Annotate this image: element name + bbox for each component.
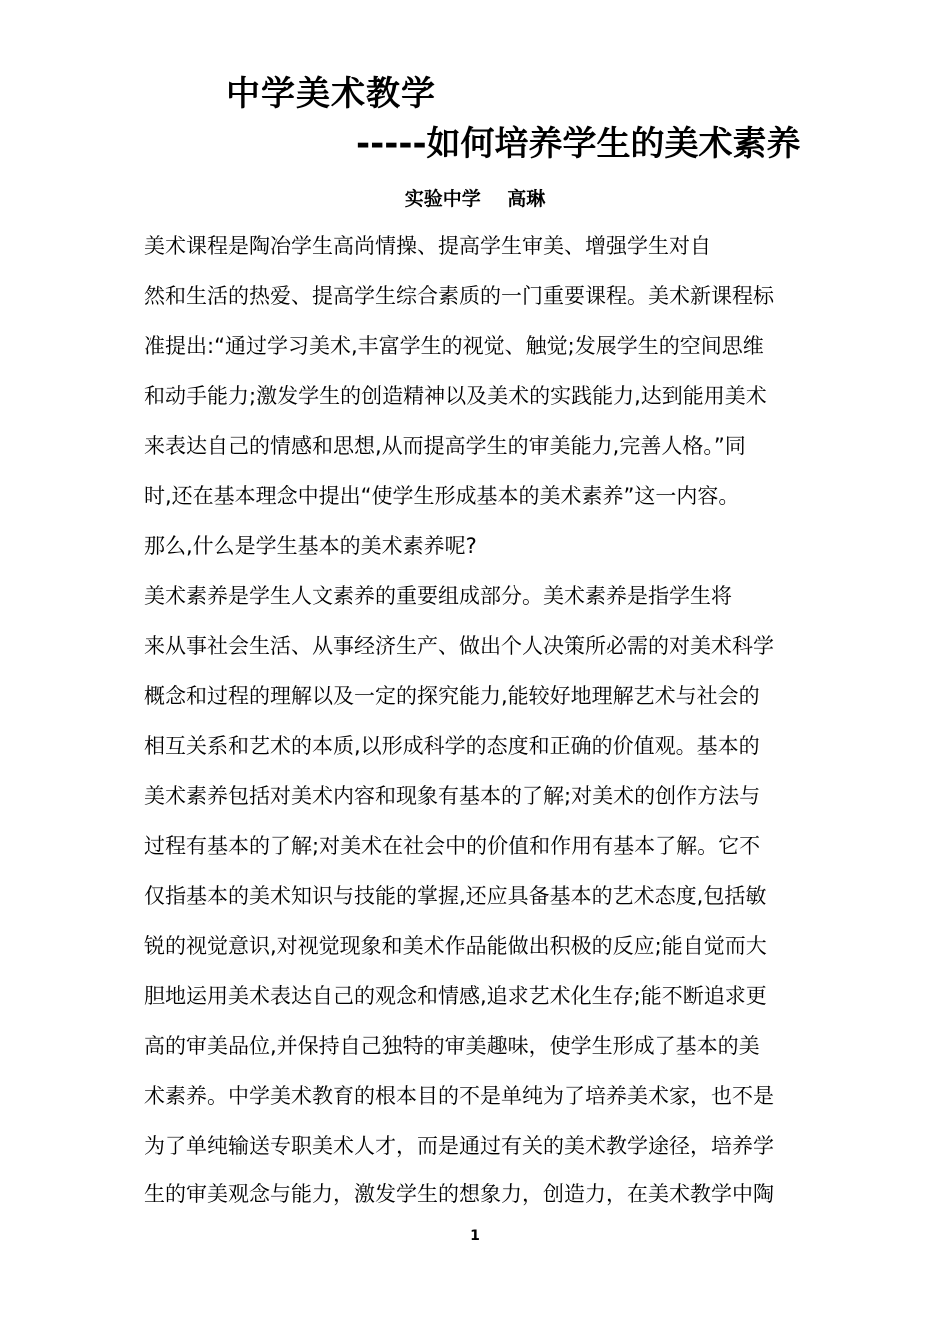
body-line: 美术素养是学生人文素养的重要组成部分。美术素养是指学生将 xyxy=(144,584,732,608)
body-line: 为了单纯输送专职美术人才，而是通过有关的美术教学途径，培养学 xyxy=(144,1134,774,1158)
body-line: 美术素养包括对美术内容和现象有基本的了解;对美术的创作方法与 xyxy=(144,784,761,808)
body-line: 准提出:“通过学习美术,丰富学生的视觉、触觉;发展学生的空间思维 xyxy=(144,334,764,358)
body-line: 相互关系和艺术的本质,以形成科学的态度和正确的价值观。基本的 xyxy=(144,734,760,758)
document-subtitle: -----如何培养学生的美术素养 xyxy=(356,124,801,164)
body-line: 仅指基本的美术知识与技能的掌握,还应具备基本的艺术态度,包括敏 xyxy=(144,884,767,908)
body-line: 胆地运用美术表达自己的观念和情感,追求艺术化生存;能不断追求更 xyxy=(144,984,767,1008)
body-line: 高的审美品位,并保持自己独特的审美趣味，使学生形成了基本的美 xyxy=(144,1034,760,1058)
body-line: 来表达自己的情感和思想,从而提高学生的审美能力,完善人格。”同 xyxy=(144,434,746,458)
body-line: 生的审美观念与能力，激发学生的想象力，创造力，在美术教学中陶 xyxy=(144,1182,774,1206)
document-title: 中学美术教学 xyxy=(226,74,436,114)
body-line: 然和生活的热爱、提高学生综合素质的一门重要课程。美术新课程标 xyxy=(144,284,774,308)
body-line: 那么,什么是学生基本的美术素养呢? xyxy=(144,534,477,558)
body-line: 概念和过程的理解以及一定的探究能力,能较好地理解艺术与社会的 xyxy=(144,684,760,708)
page-number: 1 xyxy=(470,1228,480,1244)
body-line: 美术课程是陶冶学生高尚情操、提高学生审美、增强学生对自 xyxy=(144,234,711,258)
body-line: 过程有基本的了解;对美术在社会中的价值和作用有基本了解。它不 xyxy=(144,834,761,858)
body-line: 时,还在基本理念中提出“使学生形成基本的美术素养”这一内容。 xyxy=(144,484,740,508)
body-line: 术素养。中学美术教育的根本目的不是单纯为了培养美术家，也不是 xyxy=(144,1084,774,1108)
body-line: 锐的视觉意识,对视觉现象和美术作品能做出积极的反应;能自觉而大 xyxy=(144,934,767,958)
body-line: 来从事社会生活、从事经济生产、做出个人决策所必需的对美术科学 xyxy=(144,634,774,658)
body-line: 和动手能力;激发学生的创造精神以及美术的实践能力,达到能用美术 xyxy=(144,384,767,408)
document-author: 实验中学 高琳 xyxy=(404,188,546,210)
